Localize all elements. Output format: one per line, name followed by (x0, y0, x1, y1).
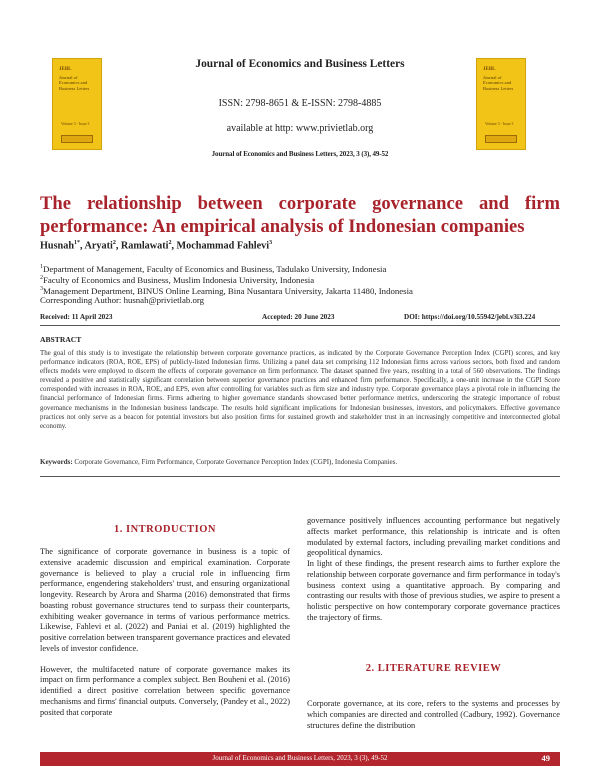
journal-cover-right (476, 58, 526, 150)
cover-title: Journal of Economics and Business Letters (59, 75, 90, 91)
keywords-text: Corporate Governance, Firm Performance, Corporate Governance Perception Index (CGPI), Indonesia Companies. (74, 458, 398, 466)
cover-volume: Volume 3 · Issue 3 (485, 122, 514, 126)
literature-paragraph: Corporate governance, at its core, refers to the systems and processes by which companies are directed and controlled (Cadbury, 1992). Governance structures define the distribution (307, 699, 560, 730)
citation-line: Journal of Economics and Business Letters, 2023, 3 (3), 49-52 (211, 150, 389, 158)
cover-abbr: JEBL (59, 67, 72, 72)
abstract-heading: ABSTRACT (40, 335, 82, 344)
divider (40, 476, 560, 477)
keywords-label: Keywords: (40, 458, 73, 466)
issn-line: ISSN: 2798-8651 & E-ISSN: 2798-4885 (218, 98, 382, 109)
affiliation-2: $^2$Faculty of Economics and Business, Muslim Indonesia University, Indonesia (40, 274, 315, 285)
doi-link[interactable]: DOI: https://doi.org/10.55942/jebl.v3i3.224 (404, 313, 536, 321)
intro-paragraph-2: However, the multifaceted nature of corporate governance makes its impact on firm performance a complex subject. Ben Bouheni et al. (2016) identified a direct positive correlation between specific governance mechanisms and firms' financial outputs. Conversely, (Pandey et al., 2022) posited that corporate (40, 664, 290, 717)
section-heading-introduction: 1. INTRODUCTION (113, 524, 216, 535)
author-name: Husnah (40, 240, 74, 252)
affiliation-1: $^1$Department of Management, Faculty of Economics and Business, Tadulako University, Indonesia (40, 263, 387, 274)
author-name: Mochammad Fahlevi (176, 240, 270, 252)
affiliation-3: $^3$Management Department, BINUS Online Learning, Bina Nusantara University, Jakarta 11480, Indonesia (40, 285, 413, 296)
keywords-line (40, 458, 560, 467)
footer-citation: Journal of Economics and Business Letters, 2023, 3 (3), 49-52 (212, 754, 388, 762)
cover-band (61, 135, 93, 143)
author-name: Ramlawati (120, 240, 169, 252)
corresponding-author: Corresponding Author: husnah@privietlab.org (40, 295, 205, 305)
intro-paragraph-1: The significance of corporate governance in business is a topic of extensive academic discussion and empirical examination. Corporate governance is believed to play a crucial role in influencing firm performance, engendering stakeholders' trust, and ensuring organizational longevity. Research by Arora and Sharma (2016) demonstrated that firms boasting robust governance structures tend to surpass their counterparts, exhibiting weaker governance in terms of various performance metrics. Likewise, Fahlevi et al. (2022) and Paniai et al. (2019) highlighted the positive correlation between transparent governance practices and elevated levels of investor confidence. (40, 547, 290, 653)
intro-paragraph (40, 547, 290, 718)
right-column-text (307, 516, 560, 624)
article-title: The relationship between corporate governance and firm performance: An empirical analysis of Indonesian companies (40, 193, 560, 237)
right-paragraph-1: governance positively influences accounting performance but negatively affects market performance, this relationship is intricate and is often modulated by external factors, including prevailing market conditions and geopolitical dynamics. (307, 516, 560, 558)
divider (40, 325, 560, 326)
right-paragraph-2: In light of these findings, the present research aims to further explore the relationship between corporate governance and firm performance in today's business context using a quantitative approach. By comparing and contrasting our results with those of previous studies, we aspire to present a holistic perspective on how contemporary corporate governance practices the trajectory of firms. (307, 559, 560, 622)
page-number: 49 (541, 753, 550, 763)
abstract-text: The goal of this study is to investigate the relationship between corporate governance practices, as indicated by the Corporate Governance Perception Index (CGPI) scores, and key performance indicators (ROA, ROE, EPS) of publicly-listed Indonesian firms. Utilizing a panel data set comprising 112 Indonesian firms across various sectors, both fixed and random effects models were employed to discern the effects of corporate governance on firm performance. The dataset spanned five years, resulting in a total of 560 observations. The findings revealed a positive and statistically significant correlation between superior governance practices and enhanced firm performance. Specifically, a one-unit increase in the CGPI Score corresponded with increases in ROA, ROE, and EPS, even after controlling for variables such as firm size and industry type. Corporate governance plays a pivotal role in influencing the financial performance of Indonesian firms. Firms adhering to higher governance standards showcased better performance metrics, underscoring the strategic importance of robust governance mechanisms in the Indonesian business landscape. The results hold significant implications for Indonesian businesses, investors, and policymakers. Effective governance practices not only serve as a beacon for potential investors but also position firms for sustained growth and stakeholder trust in an increasingly competitive and interconnected global economy. (40, 350, 560, 430)
page-footer (40, 752, 560, 766)
available-line: available at http: www.privietlab.org (226, 123, 374, 134)
section-heading-literature-review: 2. LITERATURE REVIEW (365, 663, 502, 674)
accepted-date: Accepted: 20 June 2023 (262, 313, 335, 321)
cover-abbr: JEBL (483, 67, 496, 72)
cover-volume: Volume 3 · Issue 3 (61, 122, 90, 126)
author-list: Husnah$^{1*}$, Aryati$^2$, Ramlawati$^2$, Mochammad Fahlevi$^3$ (40, 240, 273, 252)
cover-band (485, 135, 517, 143)
journal-cover-left (52, 58, 102, 150)
author-name: Aryati (84, 240, 113, 252)
journal-name: Journal of Economics and Business Letters (195, 58, 405, 70)
cover-title: Journal of Economics and Business Letters (483, 75, 514, 91)
received-date: Received: 11 April 2023 (40, 313, 113, 321)
